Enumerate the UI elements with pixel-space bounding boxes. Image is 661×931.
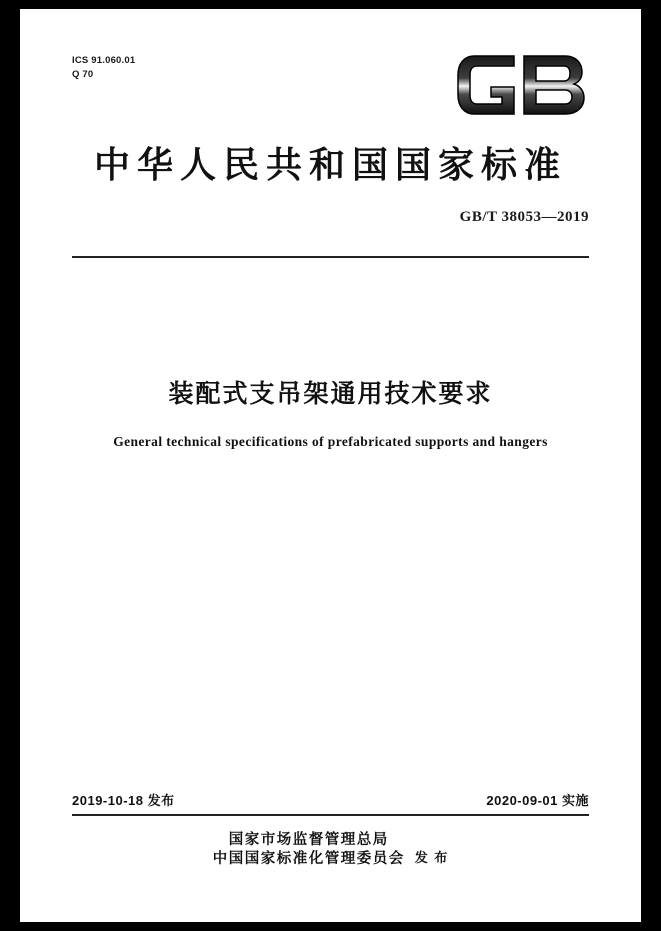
- document-title: 装配式支吊架通用技术要求: [168, 379, 493, 408]
- gb-emblem-icon: [454, 51, 589, 119]
- classification-code: Q 70: [72, 69, 94, 80]
- footer-divider: [72, 814, 589, 816]
- ics-classification-block: [72, 54, 135, 82]
- issuer-line-2: 中国国家标准化管理委员会: [212, 850, 405, 867]
- effective-date: 2020-09-01 实施: [486, 793, 589, 808]
- issuer-line-1: 国家市场监督管理总局: [228, 831, 389, 848]
- document-title-english: General technical specifications of prefabricated supports and hangers: [113, 434, 548, 449]
- standard-cover-page: [20, 9, 641, 922]
- issue-date: 2019-10-18 发布: [72, 793, 175, 808]
- national-standard-title: 中华人民共和国国家标准: [93, 144, 567, 186]
- issuing-authority: [20, 830, 641, 868]
- header-divider: [72, 256, 589, 258]
- issuer-names: [213, 830, 405, 868]
- publish-label: 发 布: [414, 850, 449, 866]
- standard-number: GB/T 38053—2019: [459, 209, 589, 225]
- ics-code: ICS 91.060.01: [72, 55, 136, 66]
